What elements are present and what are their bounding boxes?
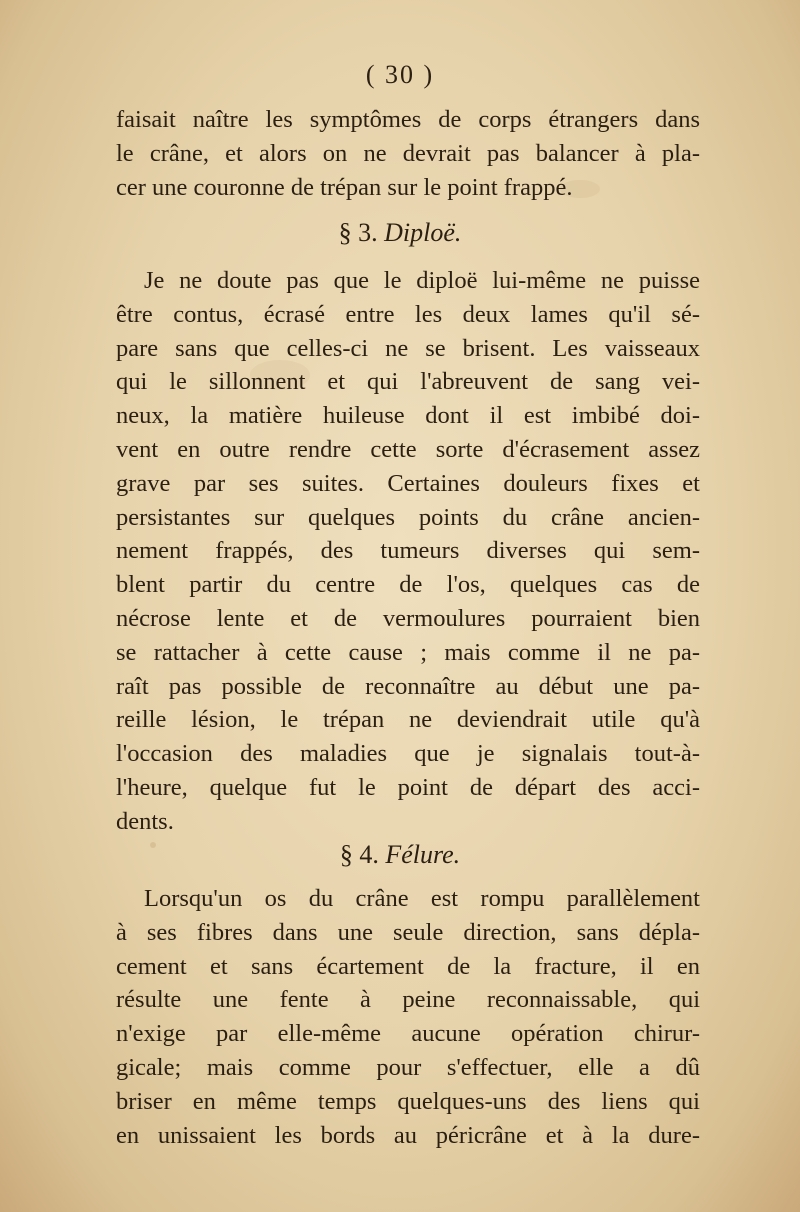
text-line: se rattacher à cette cause ; mais comme il ne pa- bbox=[116, 638, 700, 666]
text-line: cer une couronne de trépan sur le point frappé. bbox=[116, 173, 573, 201]
text-line: nécrose lente et de vermoulures pourraient bien bbox=[116, 604, 700, 632]
text-line: n'exige par elle-même aucune opération chirur- bbox=[116, 1020, 700, 1048]
section-heading-3 bbox=[0, 216, 800, 250]
text-line: nement frappés, des tumeurs diverses qui sem- bbox=[116, 537, 700, 565]
text-line: à ses fibres dans une seule direction, sans dépla- bbox=[116, 918, 700, 946]
text-line: grave par ses suites. Certaines douleurs fixes et bbox=[116, 469, 700, 497]
text-line: l'occasion des maladies que je signalais tout-à- bbox=[116, 740, 700, 768]
paragraph-felure bbox=[116, 882, 700, 1152]
paragraph-continuation bbox=[116, 103, 700, 204]
text-line: Lorsqu'un os du crâne est rompu parallèlement bbox=[144, 885, 700, 912]
text-line: vent en outre rendre cette sorte d'écrasement assez bbox=[116, 435, 700, 463]
text-line: raît pas possible de reconnaître au début une pa- bbox=[116, 672, 700, 700]
section-title: Diploë. bbox=[384, 218, 462, 247]
text-line: dents. bbox=[116, 807, 174, 835]
section-number: § 4. bbox=[339, 840, 379, 869]
text-line: être contus, écrasé entre les deux lames qu'il sé- bbox=[116, 300, 700, 328]
section-title: Félure. bbox=[385, 840, 461, 869]
text-line: briser en même temps quelques-uns des liens qui bbox=[116, 1087, 700, 1115]
text-line: faisait naître les symptômes de corps étrangers dans bbox=[116, 106, 700, 133]
text-line: cement et sans écartement de la fracture, il en bbox=[116, 952, 700, 980]
page-number: ( 30 ) bbox=[365, 60, 435, 89]
text-line: Je ne doute pas que le diploë lui-même ne puisse bbox=[144, 267, 700, 294]
section-heading-4 bbox=[0, 838, 800, 872]
text-line: blent partir du centre de l'os, quelques cas de bbox=[116, 571, 700, 599]
text-line: résulte une fente à peine reconnaissable, qui bbox=[116, 986, 700, 1014]
text-line: pare sans que celles-ci ne se brisent. Les vaisseaux bbox=[116, 334, 700, 362]
section-number: § 3. bbox=[338, 218, 378, 247]
text-line: l'heure, quelque fut le point de départ des acci- bbox=[116, 773, 700, 801]
text-line: qui le sillonnent et qui l'abreuvent de sang vei- bbox=[116, 368, 700, 396]
text-line: le crâne, et alors on ne devrait pas balancer à pla- bbox=[116, 139, 700, 167]
text-line: persistantes sur quelques points du crâne ancien- bbox=[116, 503, 700, 531]
text-line: gicale; mais comme pour s'effectuer, elle a dû bbox=[116, 1053, 700, 1081]
text-line: neux, la matière huileuse dont il est imbibé doi- bbox=[116, 402, 700, 430]
text-line: reille lésion, le trépan ne deviendrait utile qu'à bbox=[116, 706, 700, 734]
paragraph-diploe bbox=[116, 264, 700, 839]
text-line: en unissaient les bords au péricrâne et à la dure- bbox=[116, 1121, 700, 1149]
